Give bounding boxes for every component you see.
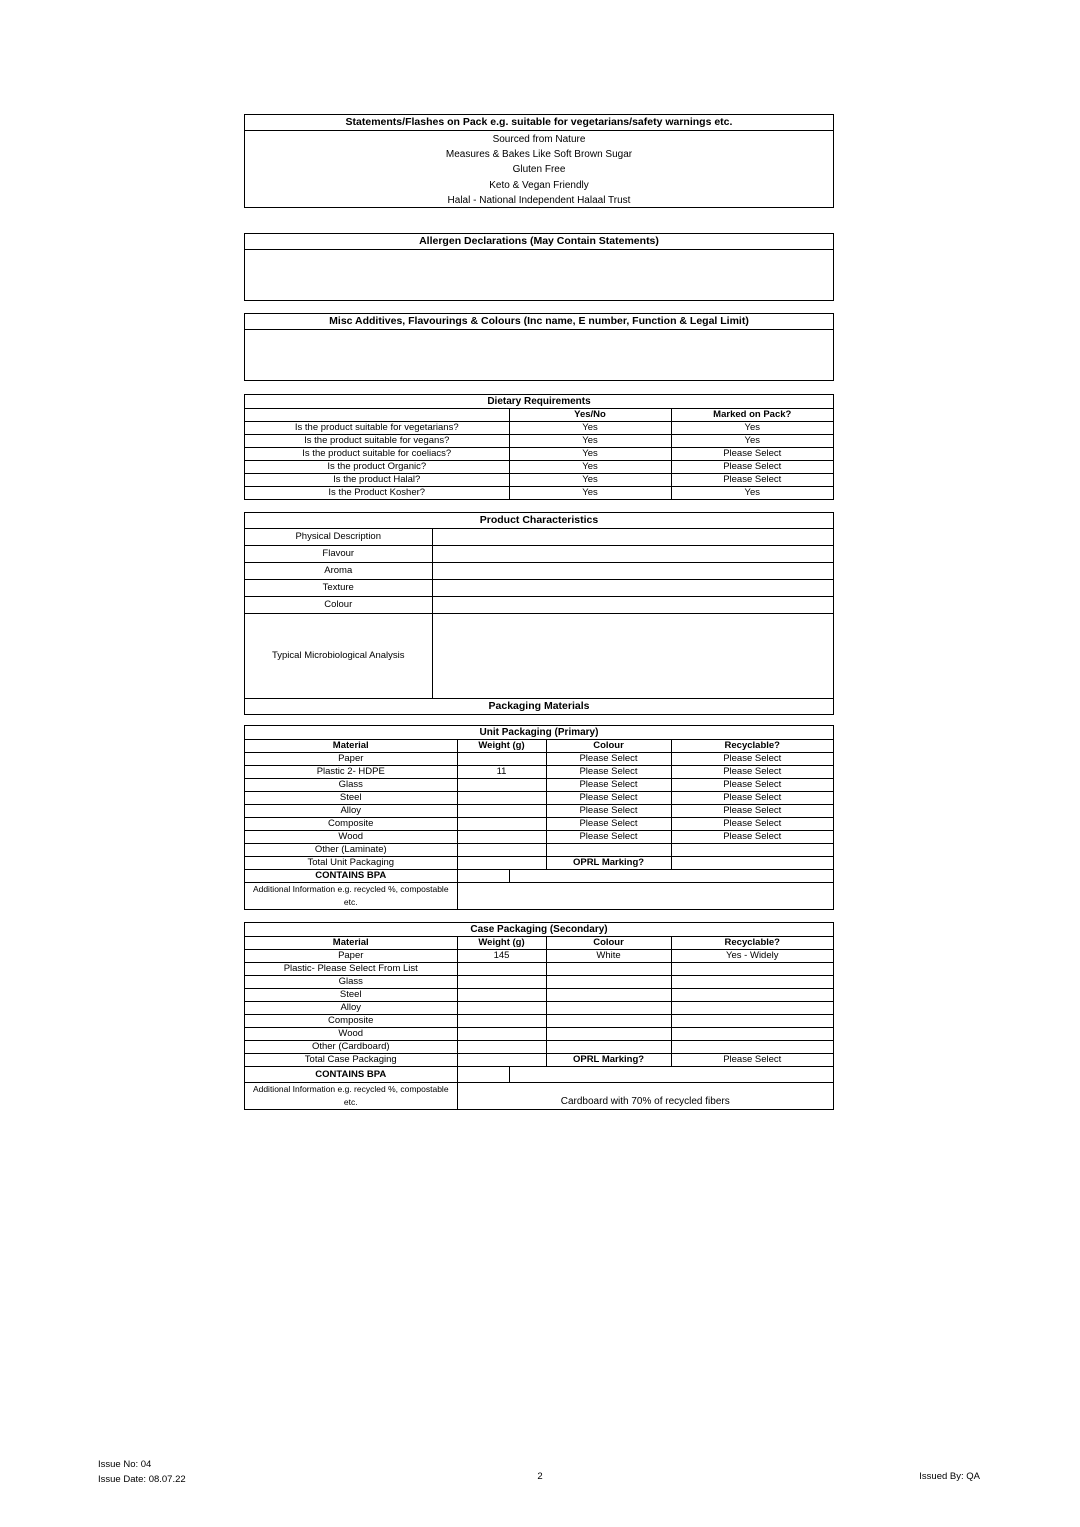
issued-by: Issued By: QA [919,1471,980,1482]
colour-cell[interactable]: Please Select [546,805,671,818]
marked-cell[interactable]: Yes [671,487,833,500]
total-label: Total Case Packaging [245,1054,457,1067]
table-row [245,989,833,1002]
material-cell: Paper [245,753,457,766]
bpa-spacer [509,1067,833,1083]
colour-cell[interactable]: Please Select [546,831,671,844]
statement-line: Measures & Bakes Like Soft Brown Sugar [445,149,633,161]
characteristic-value[interactable] [432,529,833,546]
bpa-value[interactable] [457,1067,509,1083]
table-row [245,950,833,963]
misc-title: Misc Additives, Flavourings & Colours (Inc name, E number, Function & Legal Limit) [245,314,833,330]
unit-packaging-title: Unit Packaging (Primary) [245,726,833,740]
material-cell: Alloy [245,1002,457,1015]
bpa-spacer [509,870,833,883]
table-row [245,1015,833,1028]
weight-cell[interactable] [457,818,546,831]
recyclable-cell[interactable]: Please Select [671,779,833,792]
table-row [245,597,833,614]
weight-cell[interactable] [457,989,546,1002]
table-row [245,779,833,792]
table-header-row [245,740,833,753]
recyclable-cell[interactable] [671,1041,833,1054]
header-colour: Colour [546,740,671,753]
header-weight: Weight (g) [457,740,546,753]
recyclable-cell[interactable] [671,844,833,857]
statement-line: Gluten Free [512,164,566,176]
statements-section [244,114,834,208]
table-row [245,448,833,461]
weight-cell[interactable] [457,963,546,976]
dietary-section [244,394,834,500]
statement-line: Halal - National Independent Halaal Trust [447,194,631,206]
colour-cell[interactable]: Please Select [546,753,671,766]
weight-cell[interactable] [457,753,546,766]
table-row [245,1067,833,1083]
header-colour: Colour [546,937,671,950]
marked-cell[interactable]: Yes [671,422,833,435]
micro-analysis-value[interactable] [432,614,833,699]
marked-cell[interactable]: Yes [671,435,833,448]
characteristic-label: Flavour [245,546,432,563]
characteristic-value[interactable] [432,597,833,614]
packaging-materials-title: Packaging Materials [245,699,833,715]
characteristic-value[interactable] [432,546,833,563]
recyclable-cell[interactable] [671,1028,833,1041]
characteristics-table [245,529,833,714]
weight-cell[interactable] [457,1028,546,1041]
statements-list [245,131,833,208]
characteristic-label: Physical Description [245,529,432,546]
material-cell: Steel [245,792,457,805]
table-row [245,580,833,597]
characteristic-label: Colour [245,597,432,614]
material-cell: Paper [245,950,457,963]
issue-date: Issue Date: 08.07.22 [98,1474,186,1485]
statement-line: Sourced from Nature [492,134,586,145]
header-cell [245,409,509,422]
colour-cell[interactable] [546,1015,671,1028]
colour-cell[interactable]: Please Select [546,779,671,792]
oprl-value[interactable] [671,857,833,870]
question-cell: Is the product suitable for vegans? [245,435,509,448]
marked-cell[interactable]: Please Select [671,474,833,487]
weight-cell[interactable] [457,805,546,818]
header-recyclable: Recyclable? [671,937,833,950]
statements-title: Statements/Flashes on Pack e.g. suitable for vegetarians/safety warnings etc. [245,115,833,131]
unit-packaging-section [244,725,834,910]
material-cell: Composite [245,1015,457,1028]
table-row [245,831,833,844]
colour-cell[interactable] [546,963,671,976]
recyclable-cell[interactable]: Please Select [671,818,833,831]
table-row [245,1002,833,1015]
weight-cell[interactable] [457,1002,546,1015]
issue-number: Issue No: 04 [98,1459,152,1470]
table-row [245,614,833,699]
table-row [245,422,833,435]
dietary-title: Dietary Requirements [245,395,833,409]
material-cell: Plastic 2- HDPE [245,766,457,779]
table-header-row [245,409,833,422]
additional-info-value[interactable] [457,883,833,910]
yes-no-cell[interactable]: Yes [509,448,671,461]
table-row [245,870,833,883]
weight-cell[interactable]: 145 [457,950,546,963]
material-cell: Wood [245,831,457,844]
yes-no-cell[interactable]: Yes [509,461,671,474]
table-row [245,792,833,805]
unit-packaging-table [245,740,833,909]
header-marked-on-pack: Marked on Pack? [671,409,833,422]
footer-left [98,1457,186,1487]
table-row [245,976,833,989]
micro-analysis-label: Typical Microbiological Analysis [245,614,432,699]
material-cell: Plastic- Please Select From List [245,963,457,976]
table-header-row [245,937,833,950]
table-row [245,963,833,976]
total-weight-cell[interactable] [457,1054,546,1067]
allergen-section [244,233,834,301]
table-row [245,1054,833,1067]
material-cell: Composite [245,818,457,831]
marked-cell[interactable]: Please Select [671,461,833,474]
table-row [245,766,833,779]
case-packaging-table [245,937,833,1109]
recyclable-cell[interactable] [671,1015,833,1028]
case-packaging-section [244,922,834,1110]
recyclable-cell[interactable] [671,963,833,976]
oprl-label: OPRL Marking? [546,857,671,870]
table-row [245,1041,833,1054]
additional-info-label: Additional Information e.g. recycled %, compostable etc. [245,883,457,910]
colour-cell[interactable]: Please Select [546,792,671,805]
allergen-title: Allergen Declarations (May Contain Statements) [245,234,833,250]
table-row [245,1083,833,1110]
colour-cell[interactable]: Please Select [546,818,671,831]
question-cell: Is the product suitable for vegetarians? [245,422,509,435]
table-row [245,857,833,870]
table-row [245,844,833,857]
table-row [245,474,833,487]
table-row [245,461,833,474]
yes-no-cell[interactable]: Yes [509,435,671,448]
table-row [245,699,833,715]
material-cell: Glass [245,976,457,989]
table-row [245,546,833,563]
question-cell: Is the product Halal? [245,474,509,487]
colour-cell[interactable] [546,844,671,857]
weight-cell[interactable] [457,831,546,844]
page-number: 2 [537,1471,543,1482]
weight-cell[interactable] [457,779,546,792]
weight-cell[interactable] [457,1015,546,1028]
table-row [245,563,833,580]
colour-cell[interactable] [546,1002,671,1015]
colour-cell[interactable] [546,989,671,1002]
table-row [245,753,833,766]
material-cell: Glass [245,779,457,792]
characteristic-value[interactable] [432,580,833,597]
bpa-label: CONTAINS BPA [245,1067,457,1083]
question-cell: Is the product suitable for coeliacs? [245,448,509,461]
colour-cell[interactable]: White [546,950,671,963]
header-weight: Weight (g) [457,937,546,950]
weight-cell[interactable] [457,1041,546,1054]
case-packaging-title: Case Packaging (Secondary) [245,923,833,937]
yes-no-cell[interactable]: Yes [509,422,671,435]
recyclable-cell[interactable] [671,989,833,1002]
additional-info-label: Additional Information e.g. recycled %, compostable etc. [245,1083,457,1110]
material-cell: Other (Laminate) [245,844,457,857]
recyclable-cell[interactable]: Please Select [671,805,833,818]
weight-cell[interactable]: 11 [457,766,546,779]
header-material: Material [245,740,457,753]
bpa-label: CONTAINS BPA [245,870,457,883]
dietary-table [245,409,833,499]
oprl-value[interactable]: Please Select [671,1054,833,1067]
characteristic-label: Texture [245,580,432,597]
weight-cell[interactable] [457,976,546,989]
recyclable-cell[interactable] [671,1002,833,1015]
question-cell: Is the Product Kosher? [245,487,509,500]
colour-cell[interactable] [546,1028,671,1041]
misc-additives-section [244,313,834,381]
table-row [245,883,833,910]
colour-cell[interactable]: Please Select [546,766,671,779]
table-row [245,487,833,500]
recyclable-cell[interactable]: Please Select [671,753,833,766]
material-cell: Steel [245,989,457,1002]
weight-cell[interactable] [457,844,546,857]
question-cell: Is the product Organic? [245,461,509,474]
header-recyclable: Recyclable? [671,740,833,753]
yes-no-cell[interactable]: Yes [509,487,671,500]
colour-cell[interactable] [546,976,671,989]
header-material: Material [245,937,457,950]
recyclable-cell[interactable]: Please Select [671,766,833,779]
weight-cell[interactable] [457,792,546,805]
table-row [245,529,833,546]
oprl-label: OPRL Marking? [546,1054,671,1067]
characteristics-title: Product Characteristics [245,513,833,529]
total-label: Total Unit Packaging [245,857,457,870]
material-cell: Other (Cardboard) [245,1041,457,1054]
characteristic-value[interactable] [432,563,833,580]
product-characteristics-section [244,512,834,715]
table-row [245,818,833,831]
characteristic-label: Aroma [245,563,432,580]
recyclable-cell[interactable]: Please Select [671,792,833,805]
table-row [245,435,833,448]
recyclable-cell[interactable]: Yes - Widely [671,950,833,963]
bpa-value[interactable] [457,870,509,883]
table-row [245,1028,833,1041]
colour-cell[interactable] [546,1041,671,1054]
header-yes-no: Yes/No [509,409,671,422]
additional-info-value[interactable]: Cardboard with 70% of recycled fibers [457,1083,833,1110]
total-weight-cell[interactable] [457,857,546,870]
marked-cell[interactable]: Please Select [671,448,833,461]
table-row [245,805,833,818]
recyclable-cell[interactable]: Please Select [671,831,833,844]
statement-line: Keto & Vegan Friendly [489,179,589,191]
yes-no-cell[interactable]: Yes [509,474,671,487]
material-cell: Wood [245,1028,457,1041]
material-cell: Alloy [245,805,457,818]
recyclable-cell[interactable] [671,976,833,989]
